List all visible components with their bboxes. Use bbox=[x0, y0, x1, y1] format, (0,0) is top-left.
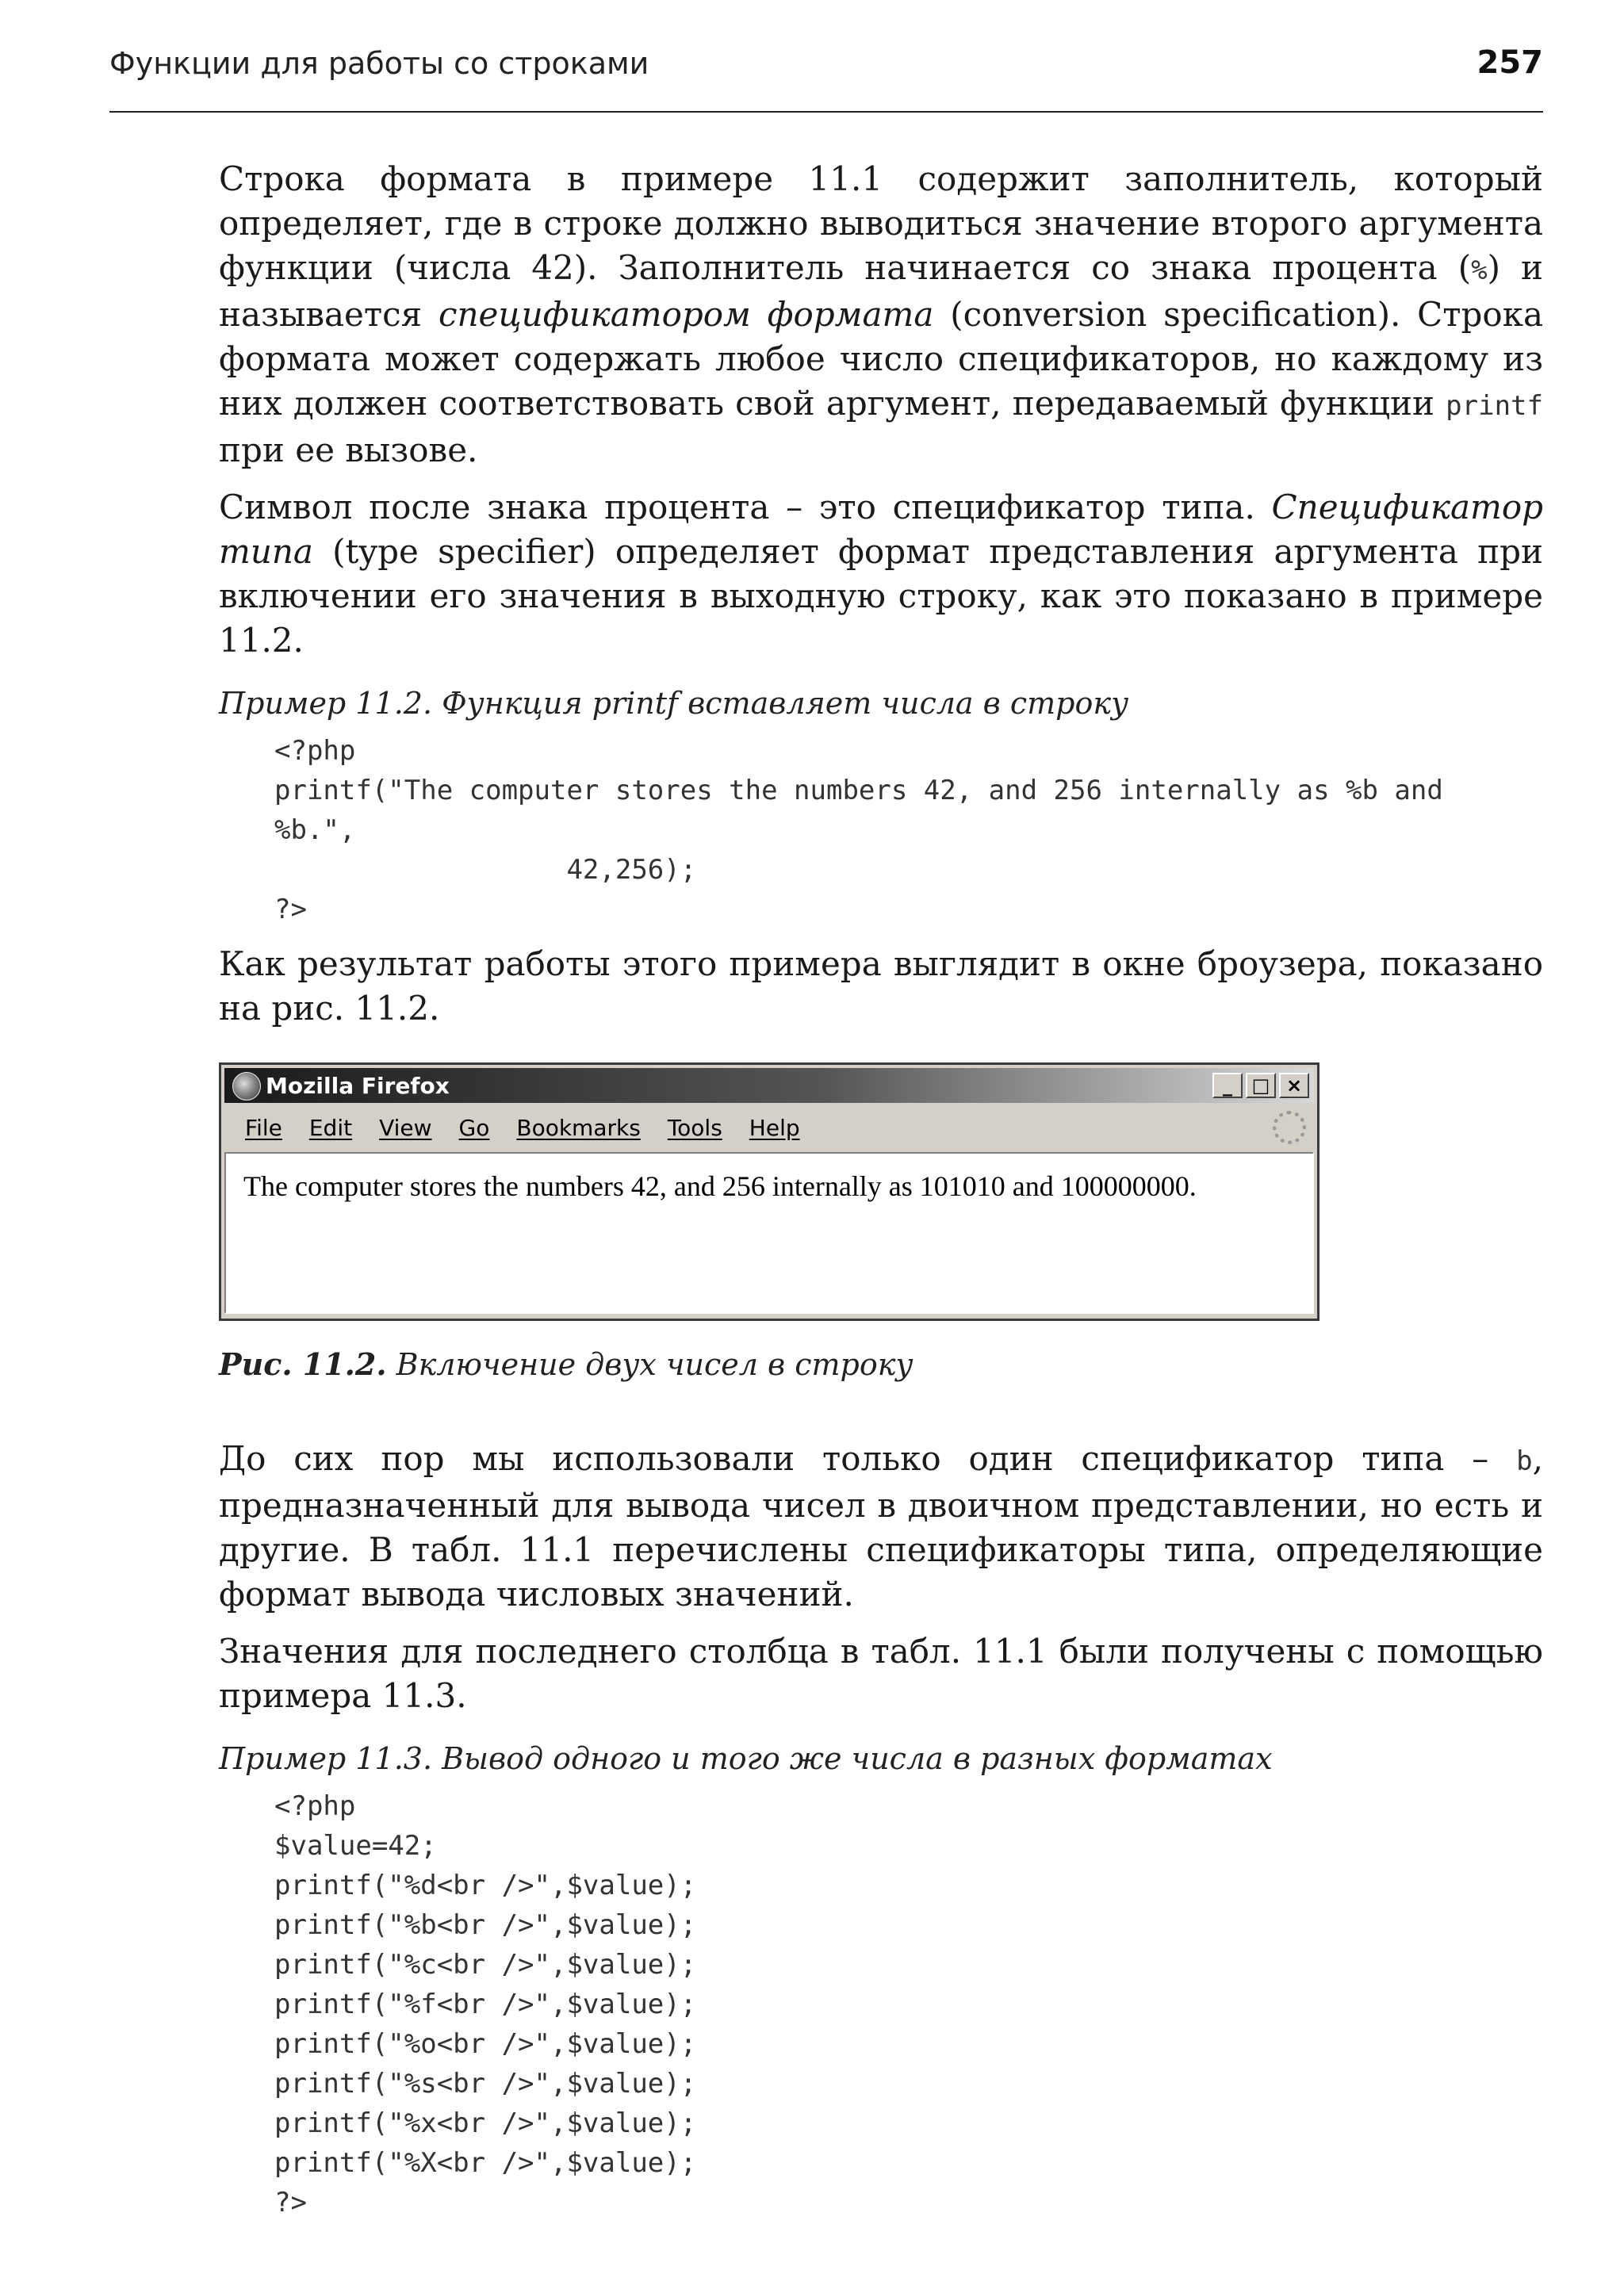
code-line: printf("%s<br />",$value); bbox=[274, 2068, 697, 2100]
menu-bar bbox=[224, 1106, 1314, 1149]
code-line: printf("%c<br />",$value); bbox=[274, 1949, 697, 1981]
page-number: 257 bbox=[1477, 44, 1543, 81]
code-line: printf("%f<br />",$value); bbox=[274, 1989, 697, 2020]
example-11-3-caption: Пример 11.3. Вывод одного и того же числа в разных форматах bbox=[219, 1741, 1273, 1776]
code-line: printf("The computer stores the numbers 42, and 256 internally as %b and bbox=[274, 775, 1443, 806]
paragraph-4 bbox=[219, 1437, 1543, 1617]
window-title: Mozilla Firefox bbox=[266, 1073, 450, 1099]
menu-view[interactable]: View bbox=[379, 1114, 432, 1141]
paragraph-5: Значения для последнего столбца в табл. 11.1 были получены с помощью примера 11.3. bbox=[219, 1632, 1543, 1715]
example-11-3-code bbox=[274, 1786, 1543, 2222]
text-run: (type specifier) определяет формат представления аргумента при включении его значения в выходную строку, как это показано в примере 11.2. bbox=[219, 532, 1543, 660]
italic-term: Спецификатор типа bbox=[219, 488, 1543, 571]
window-controls bbox=[1212, 1073, 1309, 1098]
menu-edit[interactable]: Edit bbox=[308, 1114, 353, 1141]
menu-tools[interactable]: Tools bbox=[667, 1114, 722, 1141]
example-11-2-caption: Пример 11.2. Функция printf вставляет числа в строку bbox=[219, 686, 1129, 721]
text-run: Символ после знака процента – это спецификатор типа. bbox=[219, 488, 1272, 526]
maximize-button[interactable]: □ bbox=[1246, 1073, 1276, 1098]
code-line: printf("%X<br />",$value); bbox=[274, 2147, 697, 2179]
figure-11-2-caption bbox=[219, 1345, 1543, 1384]
running-title: Функции для работы со строками bbox=[109, 46, 649, 81]
text-run: , предназначенный для вывода чисел в двоичном представлении, но есть и другие. В табл. 11.1 перечислены спецификаторы типа, определяющие формат вывода числовых значений. bbox=[219, 1439, 1543, 1614]
menu-help[interactable]: Help bbox=[749, 1114, 800, 1141]
throbber-icon bbox=[1273, 1111, 1306, 1144]
code-line: 42,256); bbox=[274, 854, 697, 886]
firefox-logo-icon bbox=[232, 1072, 261, 1101]
paragraph-1 bbox=[219, 157, 1543, 473]
code-line: ?> bbox=[274, 2187, 307, 2218]
text-run: ) и называется bbox=[219, 248, 1543, 334]
menu-bookmarks[interactable]: Bookmarks bbox=[516, 1114, 641, 1141]
code-line: printf("%d<br />",$value); bbox=[274, 1870, 697, 1901]
browser-window-figure bbox=[219, 1062, 1320, 1321]
minimize-button[interactable]: _ bbox=[1212, 1073, 1243, 1098]
text-run: Строка формата в примере 11.1 содержит заполнитель, который определяет, где в строке должно выводиться значение второго аргумента функции (числа 42). Заполнитель начинается со знака процента ( bbox=[219, 159, 1543, 287]
window-titlebar bbox=[224, 1068, 1314, 1103]
example-11-2-code bbox=[274, 731, 1543, 929]
viewport-text: The computer stores the numbers 42, and 256 internally as 101010 and 100000000. bbox=[243, 1170, 1197, 1202]
code-line: printf("%o<br />",$value); bbox=[274, 2028, 697, 2060]
inline-code: b bbox=[1516, 1445, 1533, 1477]
code-line: printf("%x<br />",$value); bbox=[274, 2107, 697, 2139]
paragraph-2 bbox=[219, 485, 1543, 663]
figure-caption-text: Включение двух чисел в строку bbox=[386, 1347, 914, 1382]
inline-code: % bbox=[1471, 255, 1488, 286]
paragraph-3: Как результат работы этого примера выглядит в окне броузера, показано на рис. 11.2. bbox=[219, 944, 1543, 1028]
text-run: при ее вызове. bbox=[219, 431, 478, 469]
code-line: ?> bbox=[274, 894, 307, 925]
text-run: (conversion specification). Строка формата может содержать любое число спецификаторов, но каждому из них должен соответствовать свой аргумент, передаваемый функции bbox=[219, 295, 1543, 423]
code-line: $value=42; bbox=[274, 1830, 437, 1862]
inline-code: printf bbox=[1446, 390, 1543, 422]
page-content bbox=[219, 157, 1543, 2222]
page-header bbox=[109, 41, 1543, 113]
code-line: printf("%b<br />",$value); bbox=[274, 1909, 697, 1941]
figure-label: Рис. 11.2. bbox=[219, 1346, 387, 1382]
browser-viewport bbox=[224, 1152, 1314, 1314]
code-line: <?php bbox=[274, 1790, 356, 1822]
menu-file[interactable]: File bbox=[245, 1114, 282, 1141]
close-button[interactable]: × bbox=[1279, 1073, 1309, 1098]
code-line: <?php bbox=[274, 735, 356, 767]
menu-go[interactable]: Go bbox=[458, 1114, 490, 1141]
italic-term: спецификатором формата bbox=[438, 295, 934, 334]
text-run: До сих пор мы использовали только один спецификатор типа – bbox=[219, 1439, 1517, 1478]
code-line: %b.", bbox=[274, 814, 356, 846]
